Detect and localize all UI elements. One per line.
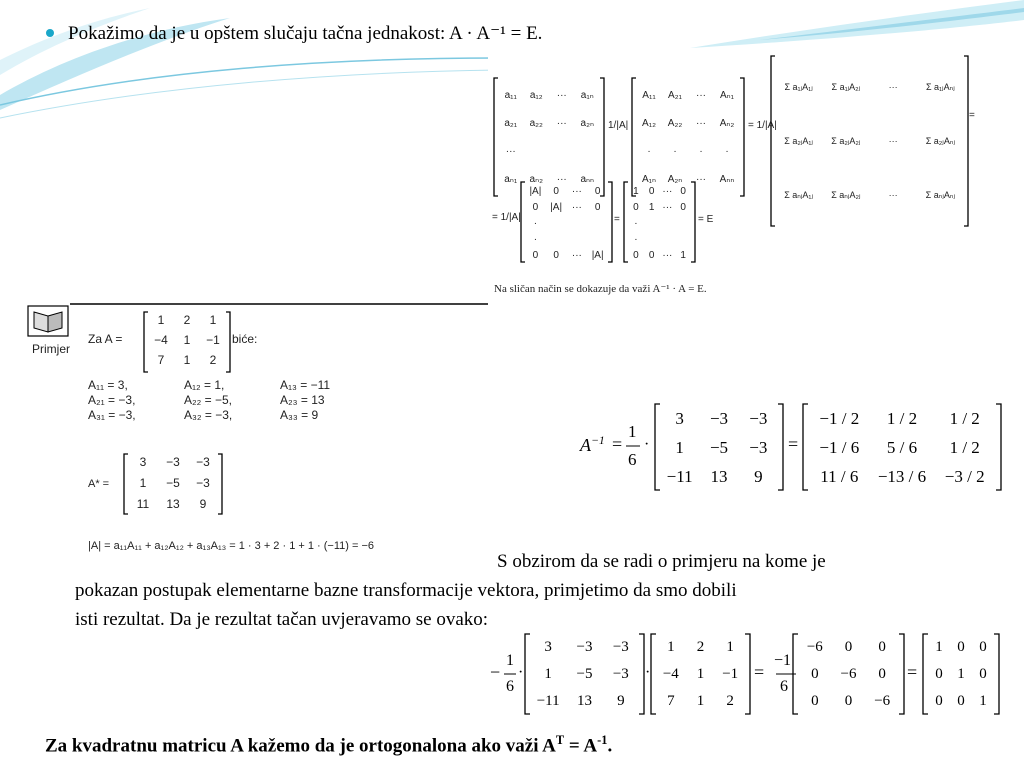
proof-matrix-det-cell	[567, 232, 588, 248]
verify-matrix-1	[530, 634, 639, 715]
proof-matrix-identity-cell: ·	[634, 234, 638, 245]
example-matrix-a-row	[148, 350, 226, 370]
proof-matrix-det-cell: |A|	[529, 186, 542, 197]
proof-matrix-a-row	[498, 82, 600, 110]
verify-matrix-2-row	[656, 661, 745, 688]
proof-matrix-identity-cell: 0	[680, 202, 686, 213]
example-astar-label: A* =	[88, 478, 110, 490]
verify-matrix-1-row	[530, 661, 639, 688]
proof-matrix-adj-cell: ···	[696, 174, 706, 185]
proof-matrix-sums-cell: Σ aₙⱼA₂ⱼ	[831, 190, 861, 200]
proof-matrix-adj-cell: A₁₁	[642, 90, 656, 101]
proof-matrix-identity-cell: 0	[633, 202, 639, 213]
inverse-cofactor-matrix-cell: −3	[749, 438, 768, 457]
inverse-coef-den: 6	[628, 450, 637, 469]
proof-matrix-sums-row	[775, 168, 964, 222]
proof-matrix-identity-cell	[660, 216, 676, 232]
inverse-cofactor-matrix-cell: −3	[749, 409, 768, 428]
verify-equals-1: =	[754, 662, 765, 682]
example-determinant-line: |A| = a₁₁A₁₁ + a₁₂A₁₂ + a₁₃A₁₃ = 1 · 3 + 2 · 1 + 1 · (−11) = −6	[88, 540, 374, 552]
inverse-result-matrix-cell: −1 / 6	[819, 438, 860, 457]
inverse-matrix-result	[808, 404, 996, 491]
proof-matrix-sums	[775, 60, 964, 222]
proof-matrix-a-cell	[549, 138, 575, 166]
proof-matrix-identity-cell: ···	[662, 250, 673, 261]
example-matrix-a-cell: 1	[183, 353, 191, 367]
proof-matrix-det-cell: 0	[553, 186, 559, 197]
proof-matrix-sums-cell: Σ a₂ⱼA₁ⱼ	[784, 136, 813, 146]
proof-matrix-a-cell: a₂₂	[529, 118, 543, 129]
wave-left-line-2	[0, 70, 500, 118]
orthogonal-definition	[45, 733, 612, 757]
verify-matrix-3-row	[798, 688, 899, 715]
proof-matrix-adj-cell: ···	[696, 90, 706, 101]
proof-frac-1: 1/|A|	[608, 120, 629, 131]
proof-matrix-a-cell: ···	[556, 90, 567, 101]
proof-matrix-det-cell: ·	[533, 234, 538, 245]
verify-matrix-2-cell: 1	[696, 666, 705, 682]
verification-equation	[488, 632, 1008, 718]
verify-matrix-2	[656, 634, 745, 715]
proof-matrix-a-cell: a₁₂	[529, 90, 543, 101]
proof-matrix-det-row	[525, 184, 608, 200]
proof-matrix-adj-cell: ·	[725, 146, 729, 157]
proof-result: = E	[698, 214, 714, 225]
proof-matrix-a-cell: a₂₁	[504, 118, 518, 129]
example-matrix-a-row	[148, 330, 226, 350]
final-sup-inv: -1	[597, 733, 608, 747]
proof-matrix-identity-cell: 1	[633, 186, 639, 197]
example-matrix-astar-cell: 3	[139, 455, 147, 469]
verify-matrix-3-cell: 0	[878, 639, 886, 655]
inverse-result-matrix-cell: 1 / 2	[886, 409, 918, 428]
proof-matrix-identity-row	[628, 184, 691, 200]
proof-matrix-identity-cell	[675, 216, 691, 232]
verify-matrix-2-cell: 2	[696, 639, 705, 655]
inverse-equals-2: =	[788, 434, 799, 454]
verify-matrix-1-cell: −3	[576, 639, 593, 655]
proof-matrix-det-cell: 0	[532, 250, 539, 261]
proof-matrix-a-cell: ···	[505, 146, 516, 157]
proof-matrix-sums-cell: Σ a₁ⱼAₙⱼ	[925, 82, 955, 92]
proof-matrix-a-cell	[524, 138, 550, 166]
inverse-result-matrix-cell: −1 / 2	[819, 409, 860, 428]
example-cofactor: A₃₁ = −3,	[88, 408, 136, 422]
proof-matrix-det-cell	[587, 232, 608, 248]
proof-matrix-det-cell: 0	[553, 250, 559, 261]
inverse-cofactor-matrix-cell: −11	[666, 467, 693, 486]
verify-matrix-2-cell: −4	[662, 666, 679, 682]
proof-matrix-identity-row	[628, 248, 691, 264]
proof-matrix-det-cell: |A|	[550, 202, 563, 213]
proof-matrix-det-row	[525, 232, 608, 248]
inverse-result-matrix-cell: −13 / 6	[877, 467, 927, 486]
verify-matrix-3-cell: −6	[874, 693, 891, 709]
inverse-result-matrix-cell: 5 / 6	[886, 438, 918, 457]
verify-matrix-4-row	[928, 688, 994, 715]
proof-matrix-identity-cell	[644, 232, 660, 248]
inverse-cofactor-matrix-row	[660, 462, 778, 491]
verify-matrix-1-cell: 3	[544, 639, 552, 655]
proof-scan	[488, 48, 976, 300]
verify-matrix-1-cell: −11	[536, 693, 560, 709]
verify-matrix-2-cell: 1	[726, 639, 734, 655]
intro-bullet-text: Pokažimo da je u opštem slučaju tačna jednakost: A · A⁻¹ = E.	[68, 23, 543, 44]
verify-coef-den: 6	[506, 678, 514, 695]
proof-matrix-adj-cell: ·	[699, 146, 703, 157]
verify-matrix-4-cell: 0	[957, 639, 965, 655]
proof-matrix-sums-cell: ···	[888, 190, 898, 200]
proof-matrix-det-cell: ···	[571, 250, 582, 261]
proof-matrix-a	[498, 82, 600, 194]
verify-matrix-2-row	[656, 688, 745, 715]
verify-coef-sign: −	[490, 662, 501, 682]
proof-matrix-det	[525, 184, 608, 264]
inverse-lhs-letter: A	[580, 435, 591, 455]
proof-matrix-identity-cell: 0	[648, 250, 655, 261]
example-matrix-astar-row	[128, 473, 218, 494]
proof-matrix-sums-row	[775, 114, 964, 168]
verify-matrix-3-row	[798, 661, 899, 688]
proof-matrix-sums-cell: Σ aₙⱼAₙⱼ	[925, 190, 956, 200]
verify-matrix-3	[798, 634, 899, 715]
example-matrix-a-cell: 1	[209, 313, 217, 327]
verify-matrix-4-cell: 1	[935, 639, 943, 655]
example-matrix-astar	[128, 452, 218, 515]
proof-matrix-det-cell	[546, 216, 567, 232]
inverse-equation	[560, 398, 1010, 498]
proof-matrix-adj-cell: A₁ₙ	[641, 174, 657, 185]
example-matrix-astar-cell: 11	[136, 497, 150, 511]
example-za: Za A =	[88, 332, 123, 346]
inverse-result-matrix-row	[808, 433, 996, 462]
proof-matrix-det-cell: ···	[571, 202, 582, 213]
paragraph-line-1: S obzirom da se radi o primjeru na kome je	[497, 551, 826, 572]
proof-matrix-adj-cell: ···	[696, 118, 706, 129]
proof-matrix-identity-row	[628, 232, 691, 248]
verify-frac2-num: −1	[774, 652, 792, 669]
inverse-lhs-sup: −1	[591, 434, 605, 447]
proof-matrix-adj-cell: Aₙ₂	[719, 118, 735, 129]
proof-matrix-adj-cell: ·	[673, 146, 677, 157]
example-cofactor: A₁₁ = 3,	[88, 378, 128, 392]
proof-matrix-det-cell	[546, 232, 567, 248]
verify-dot-2: ·	[645, 664, 651, 681]
proof-matrix-identity-row	[628, 200, 691, 216]
proof-matrix-sums-cell: Σ a₁ⱼA₁ⱼ	[784, 82, 813, 92]
example-cofactor: A₃₂ = −3,	[184, 408, 233, 422]
proof-matrix-identity-cell	[644, 216, 660, 232]
example-matrix-astar-row	[128, 494, 218, 515]
example-bice: biće:	[232, 332, 258, 346]
proof-matrix-adj-row	[636, 82, 740, 110]
proof-matrix-a-cell: ···	[556, 174, 567, 185]
proof-matrix-identity-cell: 0	[648, 186, 655, 197]
proof-matrix-det-cell	[567, 216, 588, 232]
proof-matrix-adj-cell: A₁₂	[642, 118, 656, 129]
final-sup-t: T	[555, 733, 565, 747]
verify-matrix-4-cell: 1	[979, 693, 987, 709]
verify-matrix-1-cell: −5	[576, 666, 593, 682]
verify-matrix-1-cell: −3	[612, 666, 629, 682]
example-cofactor: A₂₁ = −3,	[88, 393, 136, 407]
final-text: Za kvadratnu matricu A kažemo da je ortogonalona ako važi A	[45, 735, 556, 757]
verify-matrix-4-cell: 0	[979, 639, 987, 655]
proof-equals-2: =	[614, 214, 620, 225]
proof-matrix-det-cell: ·	[533, 218, 538, 229]
verify-matrix-2-cell: 7	[667, 693, 675, 709]
verify-matrix-4-cell: 0	[979, 666, 987, 682]
proof-matrix-identity-cell: 0	[633, 250, 639, 261]
proof-matrix-det-cell	[587, 216, 608, 232]
proof-matrix-identity-cell	[675, 232, 691, 248]
verify-equals-2: =	[907, 662, 918, 682]
verify-matrix-3-cell: −6	[840, 666, 857, 682]
example-matrix-a-cell: 2	[183, 313, 191, 327]
verify-matrix-3-cell: 0	[844, 693, 853, 709]
verify-matrix-1-cell: 9	[617, 693, 625, 709]
verify-matrix-3-cell: 0	[811, 666, 819, 682]
final-end: .	[607, 735, 613, 757]
paragraph-line-3: isti rezultat. Da je rezultat tačan uvjeravamo se ovako:	[75, 609, 489, 630]
proof-matrix-adj-cell: ·	[647, 146, 651, 157]
example-matrix-a-cell: −4	[154, 333, 168, 347]
proof-matrix-det-cell: 0	[594, 202, 601, 213]
example-scan	[22, 302, 488, 560]
verify-matrix-3-cell: 0	[844, 639, 853, 655]
proof-matrix-identity-cell	[660, 232, 676, 248]
example-cofactor: A₃₃ = 9	[280, 408, 319, 422]
proof-matrix-a-row	[498, 110, 600, 138]
verify-matrix-2-cell: 2	[726, 693, 734, 709]
proof-matrix-a-cell: ···	[556, 118, 567, 129]
verify-matrix-1-cell: 1	[544, 666, 552, 682]
verify-matrix-4-cell: 0	[935, 693, 943, 709]
bullet-dot-icon	[46, 29, 54, 37]
explanation-paragraph	[75, 547, 1005, 634]
verify-matrix-4-row	[928, 634, 994, 661]
example-cofactor: A₁₂ = 1,	[184, 378, 225, 392]
inverse-lhs	[580, 434, 605, 456]
example-matrix-astar-cell: −5	[166, 476, 180, 490]
example-cofactor: A₂₂ = −5,	[184, 393, 233, 407]
verify-matrix-1-row	[530, 634, 639, 661]
inverse-result-matrix-cell: 1 / 2	[949, 409, 980, 428]
proof-matrix-adj-cell: Aₙ₁	[719, 90, 735, 101]
inverse-matrix-cofactor	[660, 404, 778, 491]
paragraph-line-2: pokazan postupak elementarne bazne transformacije vektora, primjetimo da smo dobili	[75, 580, 737, 601]
verify-coef-num: 1	[506, 652, 514, 669]
inverse-cofactor-matrix-cell: −3	[709, 409, 729, 428]
proof-matrix-det-row	[525, 248, 608, 264]
inverse-cofactor-matrix-row	[660, 433, 778, 462]
inverse-result-matrix-cell: 11 / 6	[820, 467, 859, 486]
verify-dot-1: ·	[518, 664, 524, 681]
proof-matrix-det-cell: 0	[532, 202, 539, 213]
inverse-result-matrix-cell: 1 / 2	[949, 438, 980, 457]
final-mid: = A	[564, 735, 598, 757]
inverse-cofactor-matrix-row	[660, 404, 778, 433]
proof-matrix-a-cell	[575, 138, 601, 166]
verify-frac2-den: 6	[780, 678, 788, 695]
verify-matrix-4-row	[928, 661, 994, 688]
inverse-cofactor-matrix-cell: 9	[754, 467, 763, 486]
book-icon	[28, 306, 68, 336]
wave-top-right	[690, 0, 1024, 48]
verify-matrix-3-cell: 0	[811, 693, 819, 709]
verify-matrix-2-cell: 1	[667, 639, 675, 655]
inverse-dot: ·	[644, 436, 650, 453]
example-matrix-astar-cell: −3	[196, 455, 210, 469]
proof-matrix-identity-cell: ···	[662, 186, 673, 197]
verify-matrix-2-row	[656, 634, 745, 661]
example-matrix-a-cell: −1	[206, 333, 220, 347]
proof-equals-1: =	[969, 110, 975, 121]
example-matrix-a	[148, 310, 226, 370]
verify-matrix-3-row	[798, 634, 899, 661]
verify-matrix-4-cell: 0	[957, 693, 965, 709]
example-matrix-astar-cell: −3	[166, 455, 180, 469]
proof-matrix-adj-row	[636, 138, 740, 166]
proof-matrix-identity-cell: ···	[662, 202, 673, 213]
proof-matrix-sums-cell: ···	[888, 136, 898, 146]
verify-matrix-3-cell: −6	[806, 639, 823, 655]
verify-matrix-3-cell: 0	[878, 666, 886, 682]
verify-matrix-2-cell: −1	[722, 666, 739, 682]
proof-matrix-a-cell: aₙₙ	[580, 174, 595, 185]
proof-matrix-det-cell: ···	[571, 186, 582, 197]
proof-matrix-identity-cell: 1	[680, 250, 686, 261]
proof-matrix-a-cell: a₁₁	[504, 90, 517, 101]
proof-matrix-adj-cell: A₂₁	[668, 90, 682, 101]
inverse-result-matrix-row	[808, 404, 996, 433]
example-matrix-a-cell: 1	[183, 333, 191, 347]
verify-matrix-1-cell: −3	[612, 639, 629, 655]
example-cofactor: A₁₃ = −11	[280, 378, 331, 392]
proof-matrix-sums-cell: ···	[888, 82, 898, 92]
example-matrix-astar-cell: 13	[166, 497, 180, 511]
proof-matrix-identity-cell: 0	[680, 186, 686, 197]
proof-frac-2: = 1/|A|	[748, 120, 777, 131]
inverse-equals: =	[612, 434, 623, 454]
proof-matrix-det-cell: |A|	[591, 250, 604, 261]
proof-matrix-adj-cell: Aₙₙ	[719, 174, 735, 185]
proof-matrix-adj-cell: A₂ₙ	[667, 174, 683, 185]
example-matrix-astar-row	[128, 452, 218, 473]
example-matrix-astar-cell: 9	[199, 497, 207, 511]
proof-matrix-a-cell: a₂ₙ	[580, 118, 594, 129]
inverse-result-matrix-cell: −3 / 2	[944, 467, 985, 486]
proof-matrix-identity-cell: 1	[648, 202, 655, 213]
verify-matrix-1-row	[530, 688, 639, 715]
proof-frac-3: = 1/|A|	[492, 212, 521, 223]
example-matrix-astar-cell: −3	[196, 476, 210, 490]
proof-matrix-det-cell: 0	[594, 186, 601, 197]
proof-matrix-identity-row	[628, 216, 691, 232]
verify-matrix-2-cell: 1	[696, 693, 705, 709]
verify-matrix-4-cell: 0	[935, 666, 943, 682]
proof-conclusion: Na sličan način se dokazuje da važi A⁻¹ · A = E.	[494, 283, 707, 295]
example-matrix-a-cell: 7	[157, 353, 165, 367]
example-matrix-a-cell: 2	[209, 353, 217, 367]
example-matrix-a-cell: 1	[157, 313, 165, 327]
proof-matrix-adj	[636, 82, 740, 194]
proof-matrix-det-row	[525, 200, 608, 216]
verify-matrix-4	[928, 634, 994, 715]
inverse-coef-num: 1	[628, 422, 637, 441]
proof-matrix-a-cell: a₁ₙ	[580, 90, 594, 101]
example-matrix-astar-cell: 1	[139, 476, 147, 490]
inverse-cofactor-matrix-cell: 3	[675, 409, 684, 428]
example-matrix-a-row	[148, 310, 226, 330]
inverse-cofactor-matrix-cell: −5	[709, 438, 729, 457]
proof-matrix-sums-cell: Σ a₂ⱼAₙⱼ	[925, 136, 956, 146]
proof-matrix-sums-row	[775, 60, 964, 114]
proof-matrix-det-row	[525, 216, 608, 232]
proof-matrix-sums-cell: Σ aₙⱼA₁ⱼ	[784, 190, 814, 200]
proof-matrix-a-cell: aₙ₂	[529, 174, 543, 185]
example-cofactor: A₂₃ = 13	[280, 393, 325, 407]
example-label: Primjer	[32, 342, 70, 356]
proof-matrix-adj-cell: A₂₂	[667, 118, 683, 129]
inverse-cofactor-matrix-cell: 1	[675, 438, 684, 457]
proof-matrix-sums-cell: Σ a₂ⱼA₂ⱼ	[831, 136, 861, 146]
proof-matrix-a-row	[498, 138, 600, 166]
proof-matrix-adj-row	[636, 110, 740, 138]
verify-matrix-1-cell: 13	[576, 693, 592, 709]
proof-matrix-identity	[628, 184, 691, 264]
intro-bullet	[46, 22, 542, 45]
inverse-cofactor-matrix-cell: 13	[710, 467, 728, 486]
inverse-result-matrix-row	[808, 462, 996, 491]
proof-matrix-a-cell: aₙ₁	[504, 174, 518, 185]
proof-matrix-sums-cell: Σ a₁ⱼA₂ⱼ	[831, 82, 861, 92]
verify-matrix-4-cell: 1	[957, 666, 965, 682]
proof-matrix-identity-cell: ·	[634, 218, 638, 229]
